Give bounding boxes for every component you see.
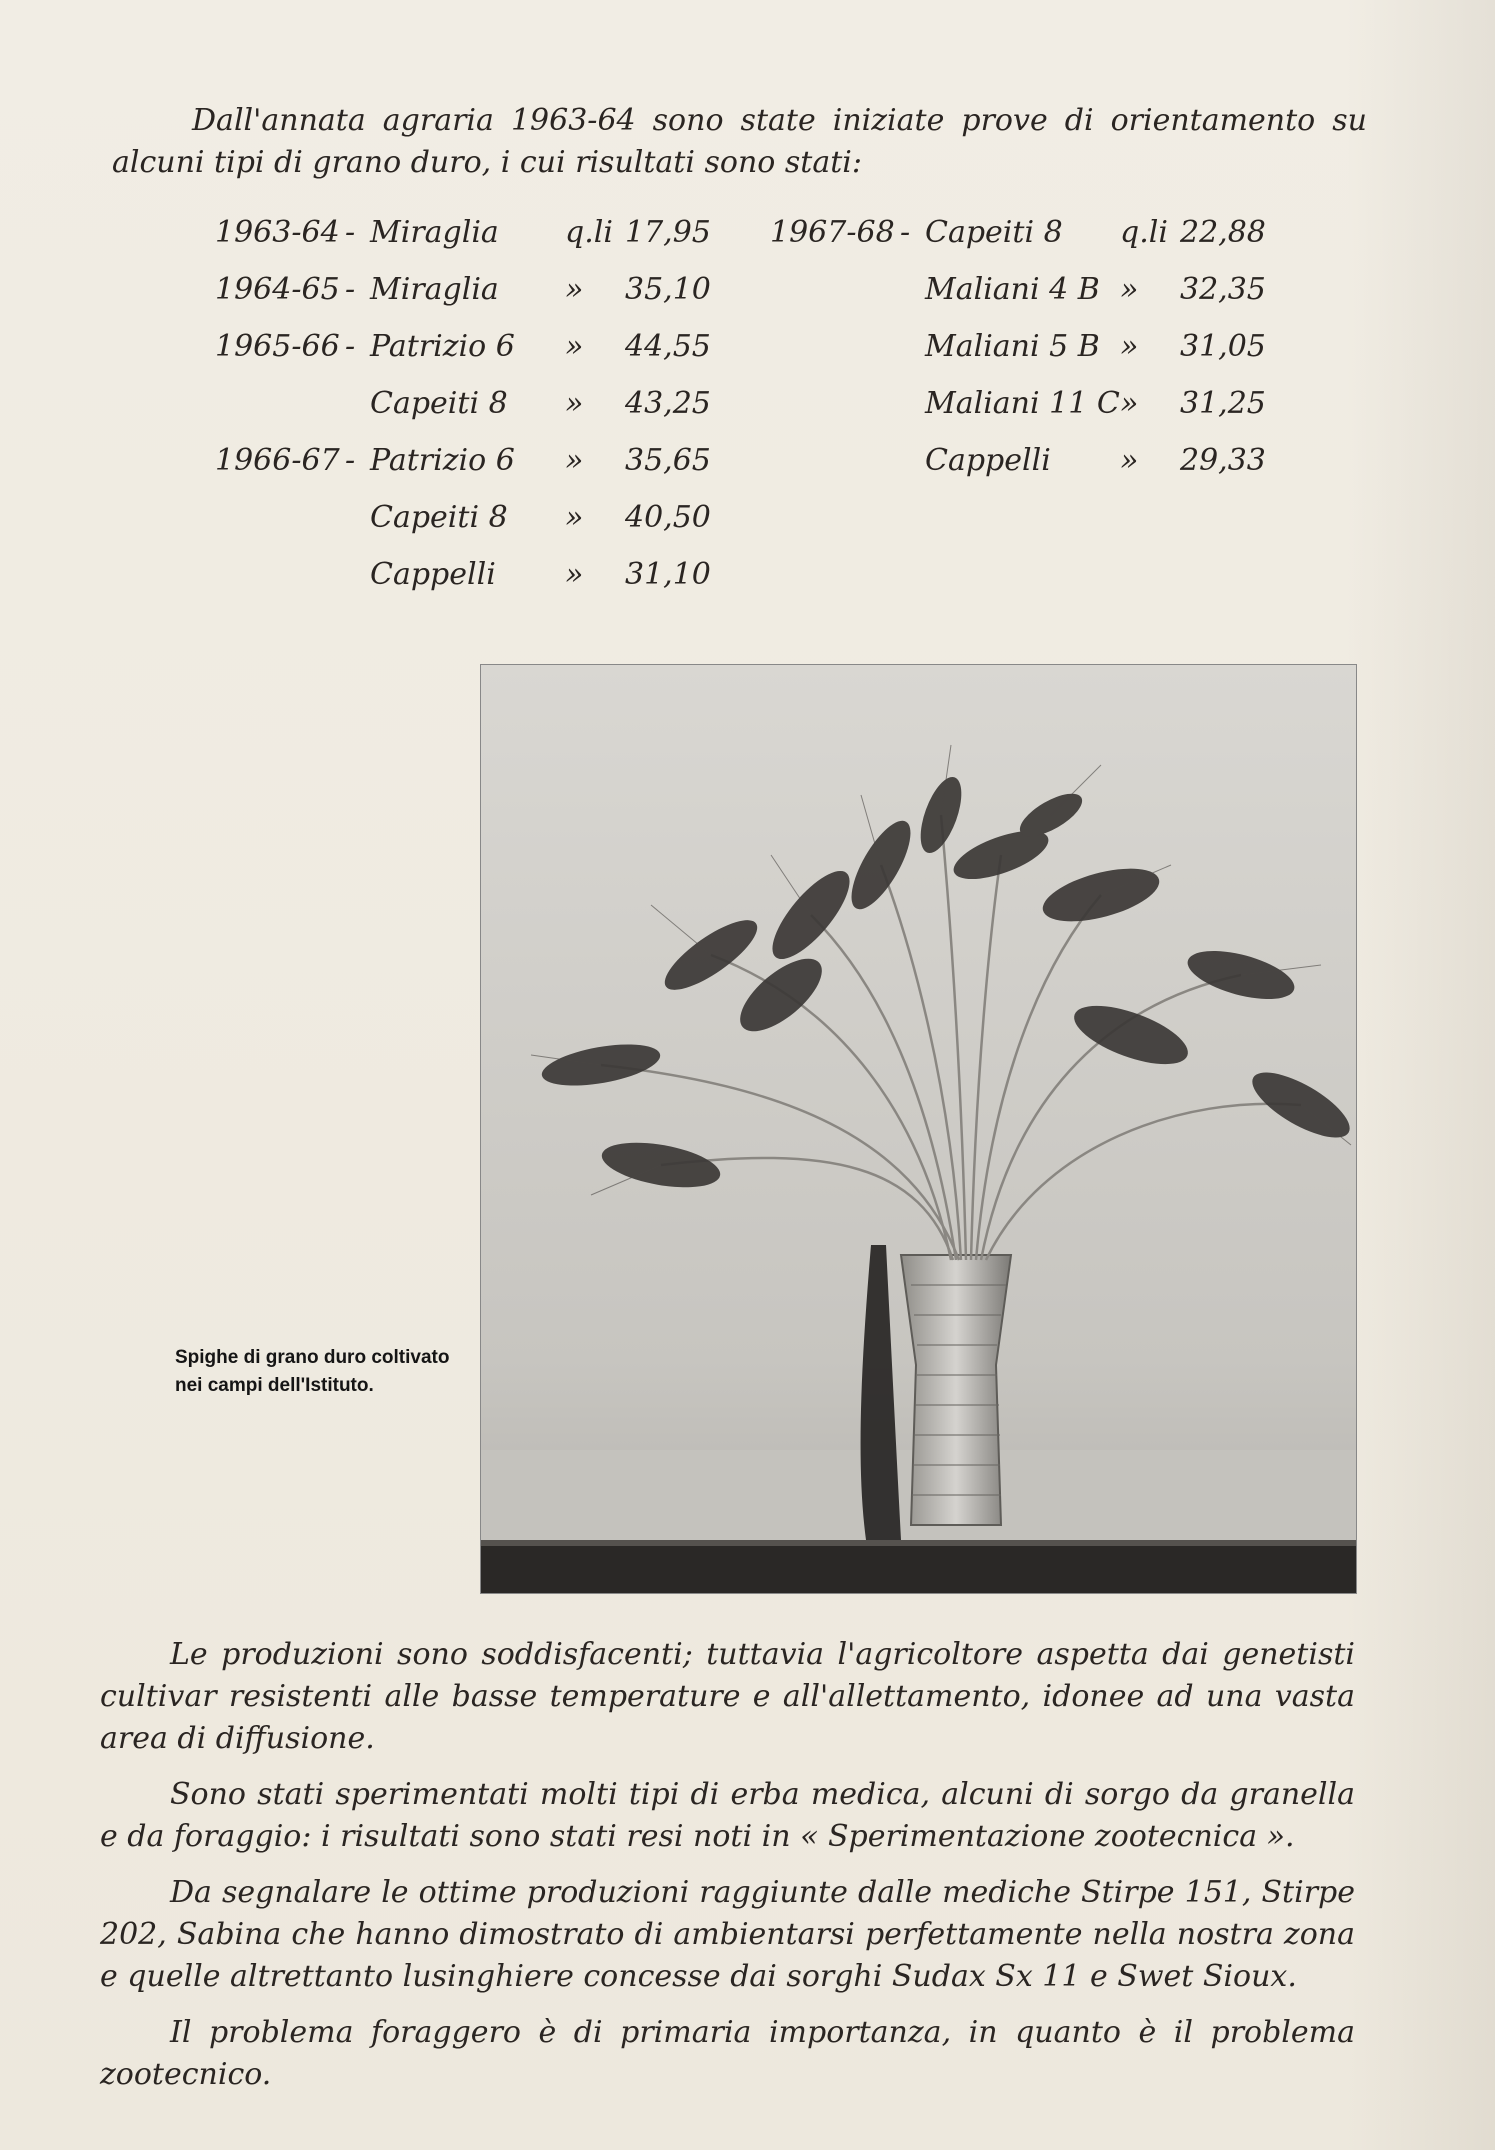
- results-table-right: [770, 215, 1290, 500]
- table-row: [215, 329, 735, 386]
- value-cell: 29,33: [1180, 443, 1266, 478]
- wheat-photo: [480, 664, 1357, 1594]
- value-cell: 35,65: [625, 443, 711, 478]
- year-cell: 1964-65: [215, 272, 340, 307]
- paragraph: Sono stati sperimentati molti tipi di erba medica, alcuni di sorgo da granella e da foraggio: i risultati sono stati resi noti in « Sperimentazione zootecnica ».: [100, 1777, 1355, 1854]
- unit-cell: »: [565, 500, 584, 535]
- results-table-left: [215, 215, 735, 614]
- unit-cell: q.li: [565, 215, 613, 250]
- year-cell: 1963-64: [215, 215, 340, 250]
- value-cell: 17,95: [625, 215, 711, 250]
- dash-cell: -: [345, 215, 356, 250]
- wheat-vase-illustration: [481, 665, 1356, 1593]
- unit-cell: »: [1120, 272, 1139, 307]
- year-cell: 1967-68: [770, 215, 895, 250]
- table-row: [215, 386, 735, 443]
- value-cell: 43,25: [625, 386, 711, 421]
- body-text: [100, 1634, 1355, 2110]
- dash-cell: -: [900, 215, 911, 250]
- dash-cell: -: [345, 443, 356, 478]
- variety-cell: Capeiti 8: [370, 386, 508, 421]
- unit-cell: »: [565, 329, 584, 364]
- value-cell: 35,10: [625, 272, 711, 307]
- photo-caption: Spighe di grano duro coltivato nei campi dell'Istituto.: [175, 1347, 450, 1396]
- unit-cell: »: [1120, 443, 1139, 478]
- intro-paragraph: Dall'annata agraria 1963-64 sono state iniziate prove di orientamento su alcuni tipi di grano duro, i cui risultati sono stati:: [112, 103, 1367, 180]
- variety-cell: Cappelli: [925, 443, 1051, 478]
- variety-cell: Patrizio 6: [370, 329, 515, 364]
- table-row: [770, 215, 1290, 272]
- value-cell: 31,05: [1180, 329, 1266, 364]
- unit-cell: »: [1120, 386, 1139, 421]
- table-row: [215, 215, 735, 272]
- unit-cell: q.li: [1120, 215, 1168, 250]
- value-cell: 40,50: [625, 500, 711, 535]
- value-cell: 32,35: [1180, 272, 1266, 307]
- table-row: [770, 272, 1290, 329]
- paragraph: Da segnalare le ottime produzioni raggiunte dalle mediche Stirpe 151, Stirpe 202, Sabina che hanno dimostrato di ambientarsi perfettamente nella nostra zona e quelle altrettanto lusinghiere concesse dai sorghi Sudax Sx 11 e Swet Sioux.: [100, 1875, 1355, 1994]
- table-row: [770, 386, 1290, 443]
- variety-cell: Maliani 5 B: [925, 329, 1100, 364]
- variety-cell: Patrizio 6: [370, 443, 515, 478]
- dash-cell: -: [345, 329, 356, 364]
- table-row: [215, 272, 735, 329]
- table-row: [215, 557, 735, 614]
- table-row: [770, 329, 1290, 386]
- unit-cell: »: [565, 386, 584, 421]
- variety-cell: Maliani 11 C: [925, 386, 1120, 421]
- value-cell: 44,55: [625, 329, 711, 364]
- value-cell: 22,88: [1180, 215, 1266, 250]
- variety-cell: Capeiti 8: [370, 500, 508, 535]
- unit-cell: »: [1120, 329, 1139, 364]
- variety-cell: Capeiti 8: [925, 215, 1063, 250]
- variety-cell: Miraglia: [370, 215, 499, 250]
- paragraph: Le produzioni sono soddisfacenti; tuttavia l'agricoltore aspetta dai genetisti cultivar resistenti alle basse temperature e all'allettamento, idonee ad una vasta area di diffusione.: [100, 1637, 1355, 1756]
- value-cell: 31,25: [1180, 386, 1266, 421]
- table-row: [215, 443, 735, 500]
- variety-cell: Miraglia: [370, 272, 499, 307]
- unit-cell: »: [565, 272, 584, 307]
- year-cell: 1965-66: [215, 329, 340, 364]
- paragraph: Il problema foraggero è di primaria importanza, in quanto è il problema zootecnico.: [100, 2015, 1355, 2092]
- unit-cell: »: [565, 557, 584, 592]
- dash-cell: -: [345, 272, 356, 307]
- unit-cell: »: [565, 443, 584, 478]
- value-cell: 31,10: [625, 557, 711, 592]
- variety-cell: Maliani 4 B: [925, 272, 1100, 307]
- year-cell: 1966-67: [215, 443, 340, 478]
- variety-cell: Cappelli: [370, 557, 496, 592]
- table-row: [215, 500, 735, 557]
- table-row: [770, 443, 1290, 500]
